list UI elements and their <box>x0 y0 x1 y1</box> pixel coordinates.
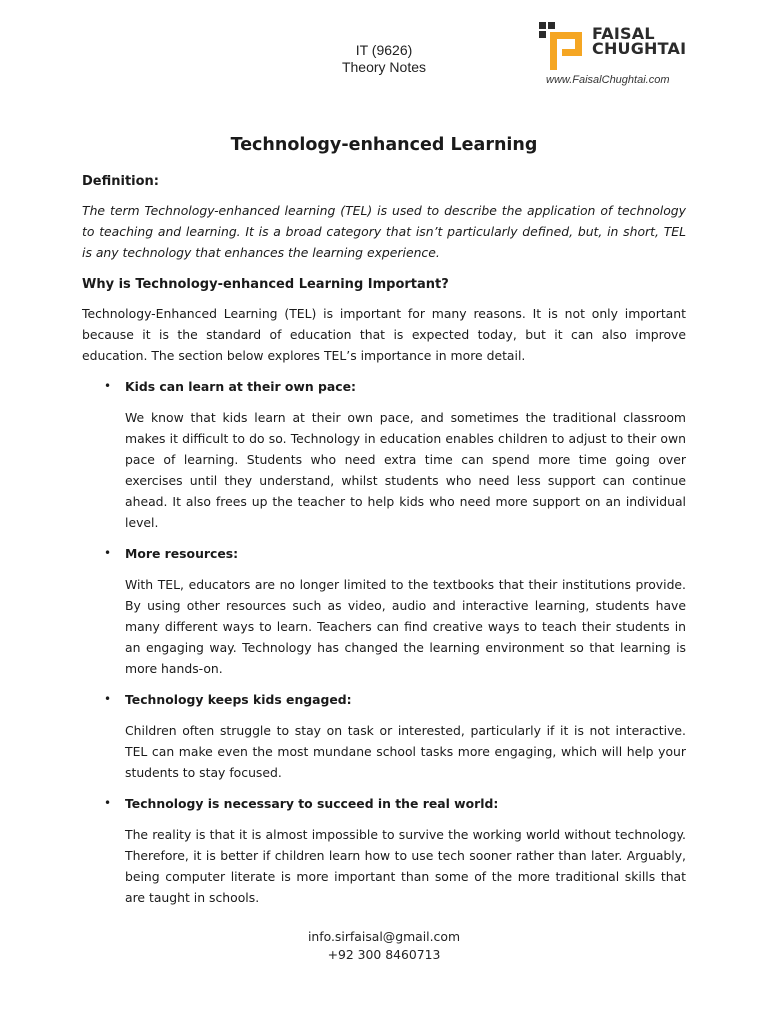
logo-line-2: CHUGHTAI <box>592 39 687 58</box>
page-footer <box>284 928 484 964</box>
bullet-icon: • <box>104 692 112 706</box>
definition-text: The term Technology-enhanced learning (TEL) is used to describe the application of technology to teaching and learning. It is a broad category that isn’t particularly defined, but, in short, TEL is any technology that enhances the learning experience. <box>82 203 686 260</box>
document-title: Technology-enhanced Learning <box>230 135 538 155</box>
point-body: With TEL, educators are no longer limited to the textbooks that their institutions provide. By using other resources such as video, audio and interactive learning, students have many different ways to learn. Teachers can find creative ways to teach their students in an engaging way. Technology has changed the learning environment so that learning is more hands-on. <box>125 577 686 676</box>
list-item <box>82 689 686 783</box>
point-title: Kids can learn at their own pace: <box>125 379 356 394</box>
point-title: Technology is necessary to succeed in the real world: <box>125 796 499 811</box>
list-item <box>82 376 686 533</box>
why-heading: Why is Technology-enhanced Learning Important? <box>82 277 449 292</box>
list-item <box>82 543 686 679</box>
point-body: We know that kids learn at their own pace, and sometimes the traditional classroom makes it difficult to do so. Technology in education enables children to adjust to their own pace of learning. Students who need extra time can spend more time going over exercises until they understand, whilst students who need less support can continue ahead. It also frees up the teacher to help kids who need more support on an individual level. <box>125 410 686 530</box>
page-header <box>300 42 468 76</box>
footer-email: info.sirfaisal@gmail.com <box>307 929 461 944</box>
document-body <box>82 130 686 918</box>
notes-subtitle: Theory Notes <box>341 59 427 75</box>
intro-paragraph: Technology-Enhanced Learning (TEL) is important for many reasons. It is not only important because it is the standard of education that is expected today, but it can also improve education. The section below explores TEL’s importance in more detail. <box>82 306 686 363</box>
logo-wordmark <box>592 26 686 56</box>
list-item <box>82 793 686 908</box>
logo-mark-icon <box>536 20 588 72</box>
point-title: More resources: <box>125 546 239 561</box>
point-body: The reality is that it is almost impossible to survive the working world without technology. Therefore, it is better if children learn how to use tech sooner rather than later. Arguably, being computer literate is more important than some of the more traditional skills that are taught in schools. <box>125 827 686 905</box>
point-title: Technology keeps kids engaged: <box>125 692 352 707</box>
bullet-icon: • <box>104 796 112 810</box>
bullet-icon: • <box>104 379 112 393</box>
point-body: Children often struggle to stay on task or interested, particularly if it is not interactive. TEL can make even the most mundane school tasks more engaging, which will help your students to stay focused. <box>125 723 686 780</box>
footer-phone: +92 300 8460713 <box>327 947 441 962</box>
course-code: IT (9626) <box>355 42 413 58</box>
importance-list <box>82 376 686 908</box>
bullet-icon: • <box>104 546 112 560</box>
faisal-chughtai-logo <box>536 20 696 90</box>
logo-line-1: FAISAL <box>592 24 655 43</box>
definition-heading: Definition: <box>82 174 160 189</box>
logo-website: www.FaisalChughtai.com <box>546 74 670 86</box>
